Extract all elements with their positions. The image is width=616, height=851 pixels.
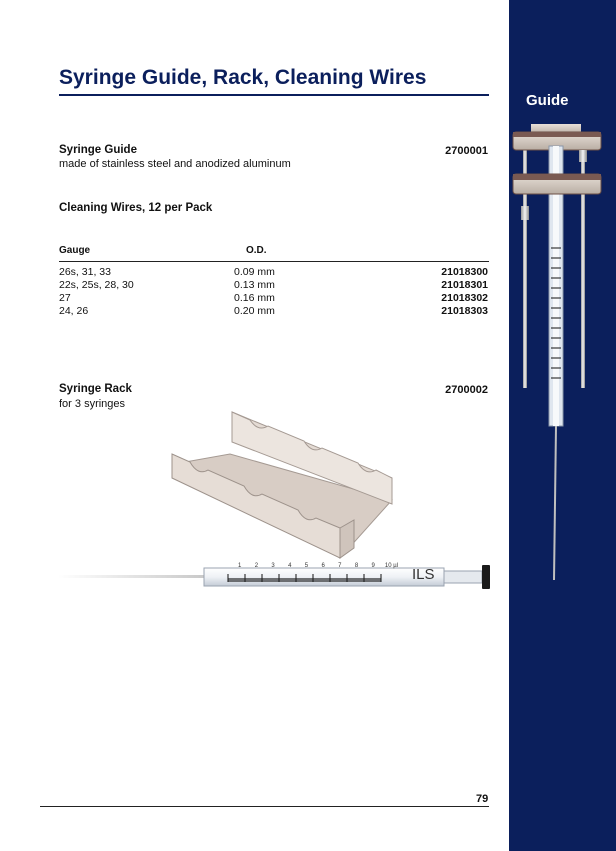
guide-code: 2700001 — [445, 145, 488, 157]
page-title: Syringe Guide, Rack, Cleaning Wires — [59, 66, 427, 89]
scale-label: 8 — [354, 563, 359, 569]
table-row-code: 21018301 — [441, 279, 488, 291]
syringe-guide-illustration — [509, 118, 616, 588]
syringe-rack-illustration — [168, 408, 398, 568]
column-header-gauge: Gauge — [59, 245, 91, 256]
table-row-od: 0.13 mm — [234, 279, 275, 291]
syringe-scale — [238, 563, 398, 569]
scale-label: 3 — [271, 563, 275, 569]
rack-code: 2700002 — [445, 384, 488, 396]
table-row-gauge: 27 — [59, 292, 71, 304]
table-row-od: 0.09 mm — [234, 266, 275, 278]
table-row-od: 0.20 mm — [234, 305, 275, 317]
rack-description: for 3 syringes — [59, 398, 126, 410]
table-row-od: 0.16 mm — [234, 292, 275, 304]
scale-label: 2 — [254, 563, 259, 569]
guide-description: made of stainless steel and anodized aluminum — [59, 158, 291, 170]
scale-label: 7 — [338, 563, 342, 569]
scale-label: 10 µl — [384, 563, 398, 569]
table-row-gauge: 26s, 31, 33 — [59, 266, 111, 278]
scale-label: 6 — [321, 563, 325, 569]
scale-label: 9 — [371, 563, 375, 569]
title-divider — [59, 94, 489, 96]
table-row-code: 21018303 — [441, 305, 488, 317]
syringe-brand: ILS — [412, 566, 435, 583]
footer-divider — [40, 806, 489, 807]
table-row-gauge: 24, 26 — [59, 305, 89, 317]
table-row-code: 21018300 — [441, 266, 488, 278]
sidebar-section-label: Guide — [526, 92, 569, 109]
table-row-code: 21018302 — [441, 292, 488, 304]
scale-label: 1 — [238, 563, 242, 569]
scale-label: 5 — [304, 563, 309, 569]
table-row-gauge: 22s, 25s, 28, 30 — [59, 279, 134, 291]
wires-heading: Cleaning Wires, 12 per Pack — [59, 202, 213, 214]
scale-label: 4 — [288, 563, 292, 569]
rack-name: Syringe Rack — [59, 383, 132, 395]
guide-name: Syringe Guide — [59, 144, 137, 156]
table-header-rule — [59, 261, 489, 262]
page-number: 79 — [476, 793, 489, 805]
column-header-od: O.D. — [246, 245, 267, 256]
